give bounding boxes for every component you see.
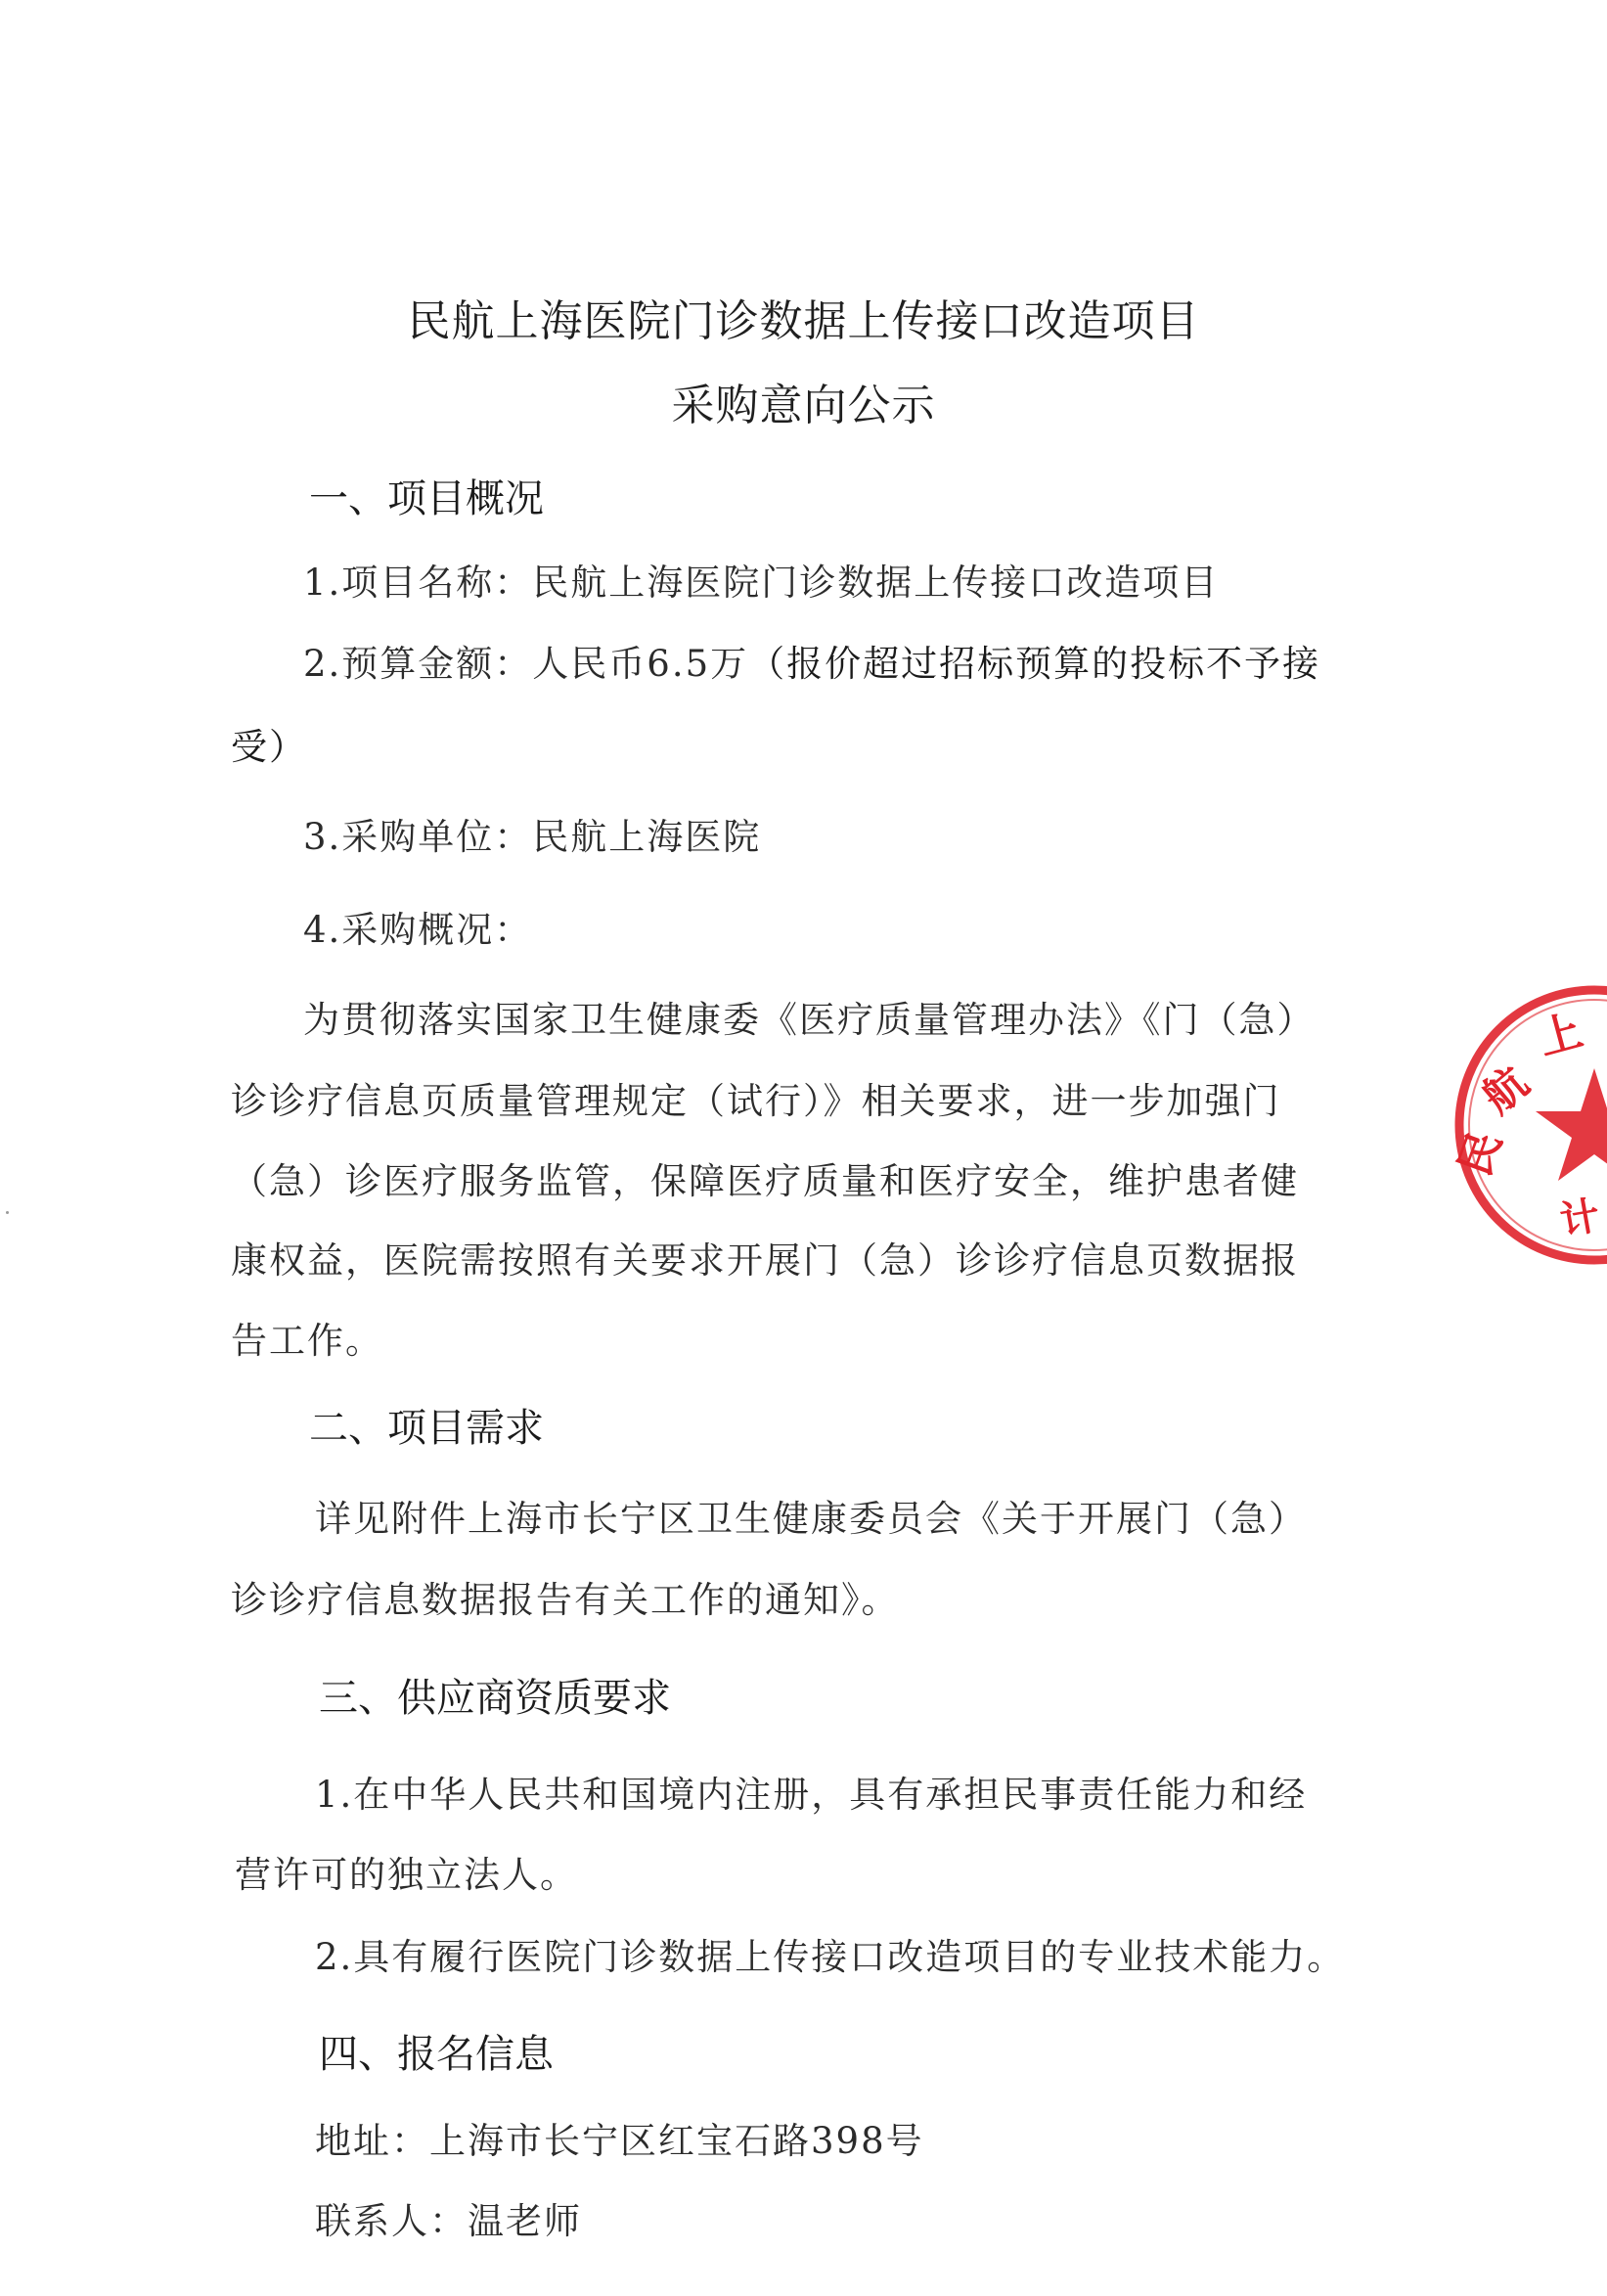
overview-para-line2: 诊诊疗信息页质量管理规定（试行）》相关要求，进一步加强门	[231, 1080, 1281, 1122]
budget-line	[303, 634, 1320, 687]
svg-text:计: 计	[1556, 1193, 1604, 1244]
document-title-line1: 民航上海医院门诊数据上传接口改造项目	[407, 296, 1200, 346]
requirement-para-line1: 详见附件上海市长宁区卫生健康委员会《关于开展门（急）	[315, 1498, 1307, 1540]
overview-para-line1: 为贯彻落实国家卫生健康委《医疗质量管理办法》《门（急）	[303, 999, 1316, 1041]
qualification-item2: 2.具有履行医院门诊数据上传接口改造项目的专业技术能力。	[315, 1936, 1346, 1978]
qualification-item1-line1: 1.在中华人民共和国境内注册，具有承担民事责任能力和经	[315, 1774, 1308, 1816]
budget-note-end: 受）	[231, 726, 307, 768]
overview-para-line3: （急）诊医疗服务监管，保障医疗质量和医疗安全，维护患者健	[231, 1160, 1299, 1202]
purchaser-line: 3.采购单位：民航上海医院	[303, 816, 762, 858]
budget-note: （报价超过招标预算的投标不予接	[748, 643, 1321, 685]
budget-amount: 2.预算金额：人民币6.5万	[303, 643, 749, 685]
scan-speck	[6, 1211, 9, 1214]
document-title-line2: 采购意向公示	[671, 381, 936, 430]
section4-heading: 四、报名信息	[319, 2032, 554, 2077]
overview-para-line4: 康权益，医院需按照有关要求开展门（急）诊诊疗信息页数据报	[231, 1239, 1299, 1282]
address-line: 地址：上海市长宁区红宝石路398号	[315, 2120, 924, 2162]
section1-heading: 一、项目概况	[309, 476, 544, 521]
budget-line-cont	[231, 717, 307, 770]
qualification-item1-line2: 营许可的独立法人。	[235, 1854, 578, 1896]
seal-star-icon	[1536, 1068, 1607, 1181]
svg-text:航: 航	[1473, 1058, 1539, 1124]
requirement-para-line2: 诊诊疗信息数据报告有关工作的通知》。	[231, 1579, 900, 1621]
overview-label: 4.采购概况：	[303, 909, 533, 951]
svg-text:民: 民	[1450, 1124, 1512, 1183]
svg-text:上: 上	[1533, 1005, 1588, 1065]
contact-line: 联系人：温老师	[315, 2200, 582, 2242]
overview-para-line5: 告工作。	[231, 1320, 383, 1362]
section2-heading: 二、项目需求	[309, 1406, 544, 1451]
official-seal-stamp	[1448, 978, 1607, 1272]
project-name-line: 1.项目名称：民航上海医院门诊数据上传接口改造项目	[303, 562, 1220, 604]
section3-heading: 三、供应商资质要求	[319, 1676, 671, 1721]
